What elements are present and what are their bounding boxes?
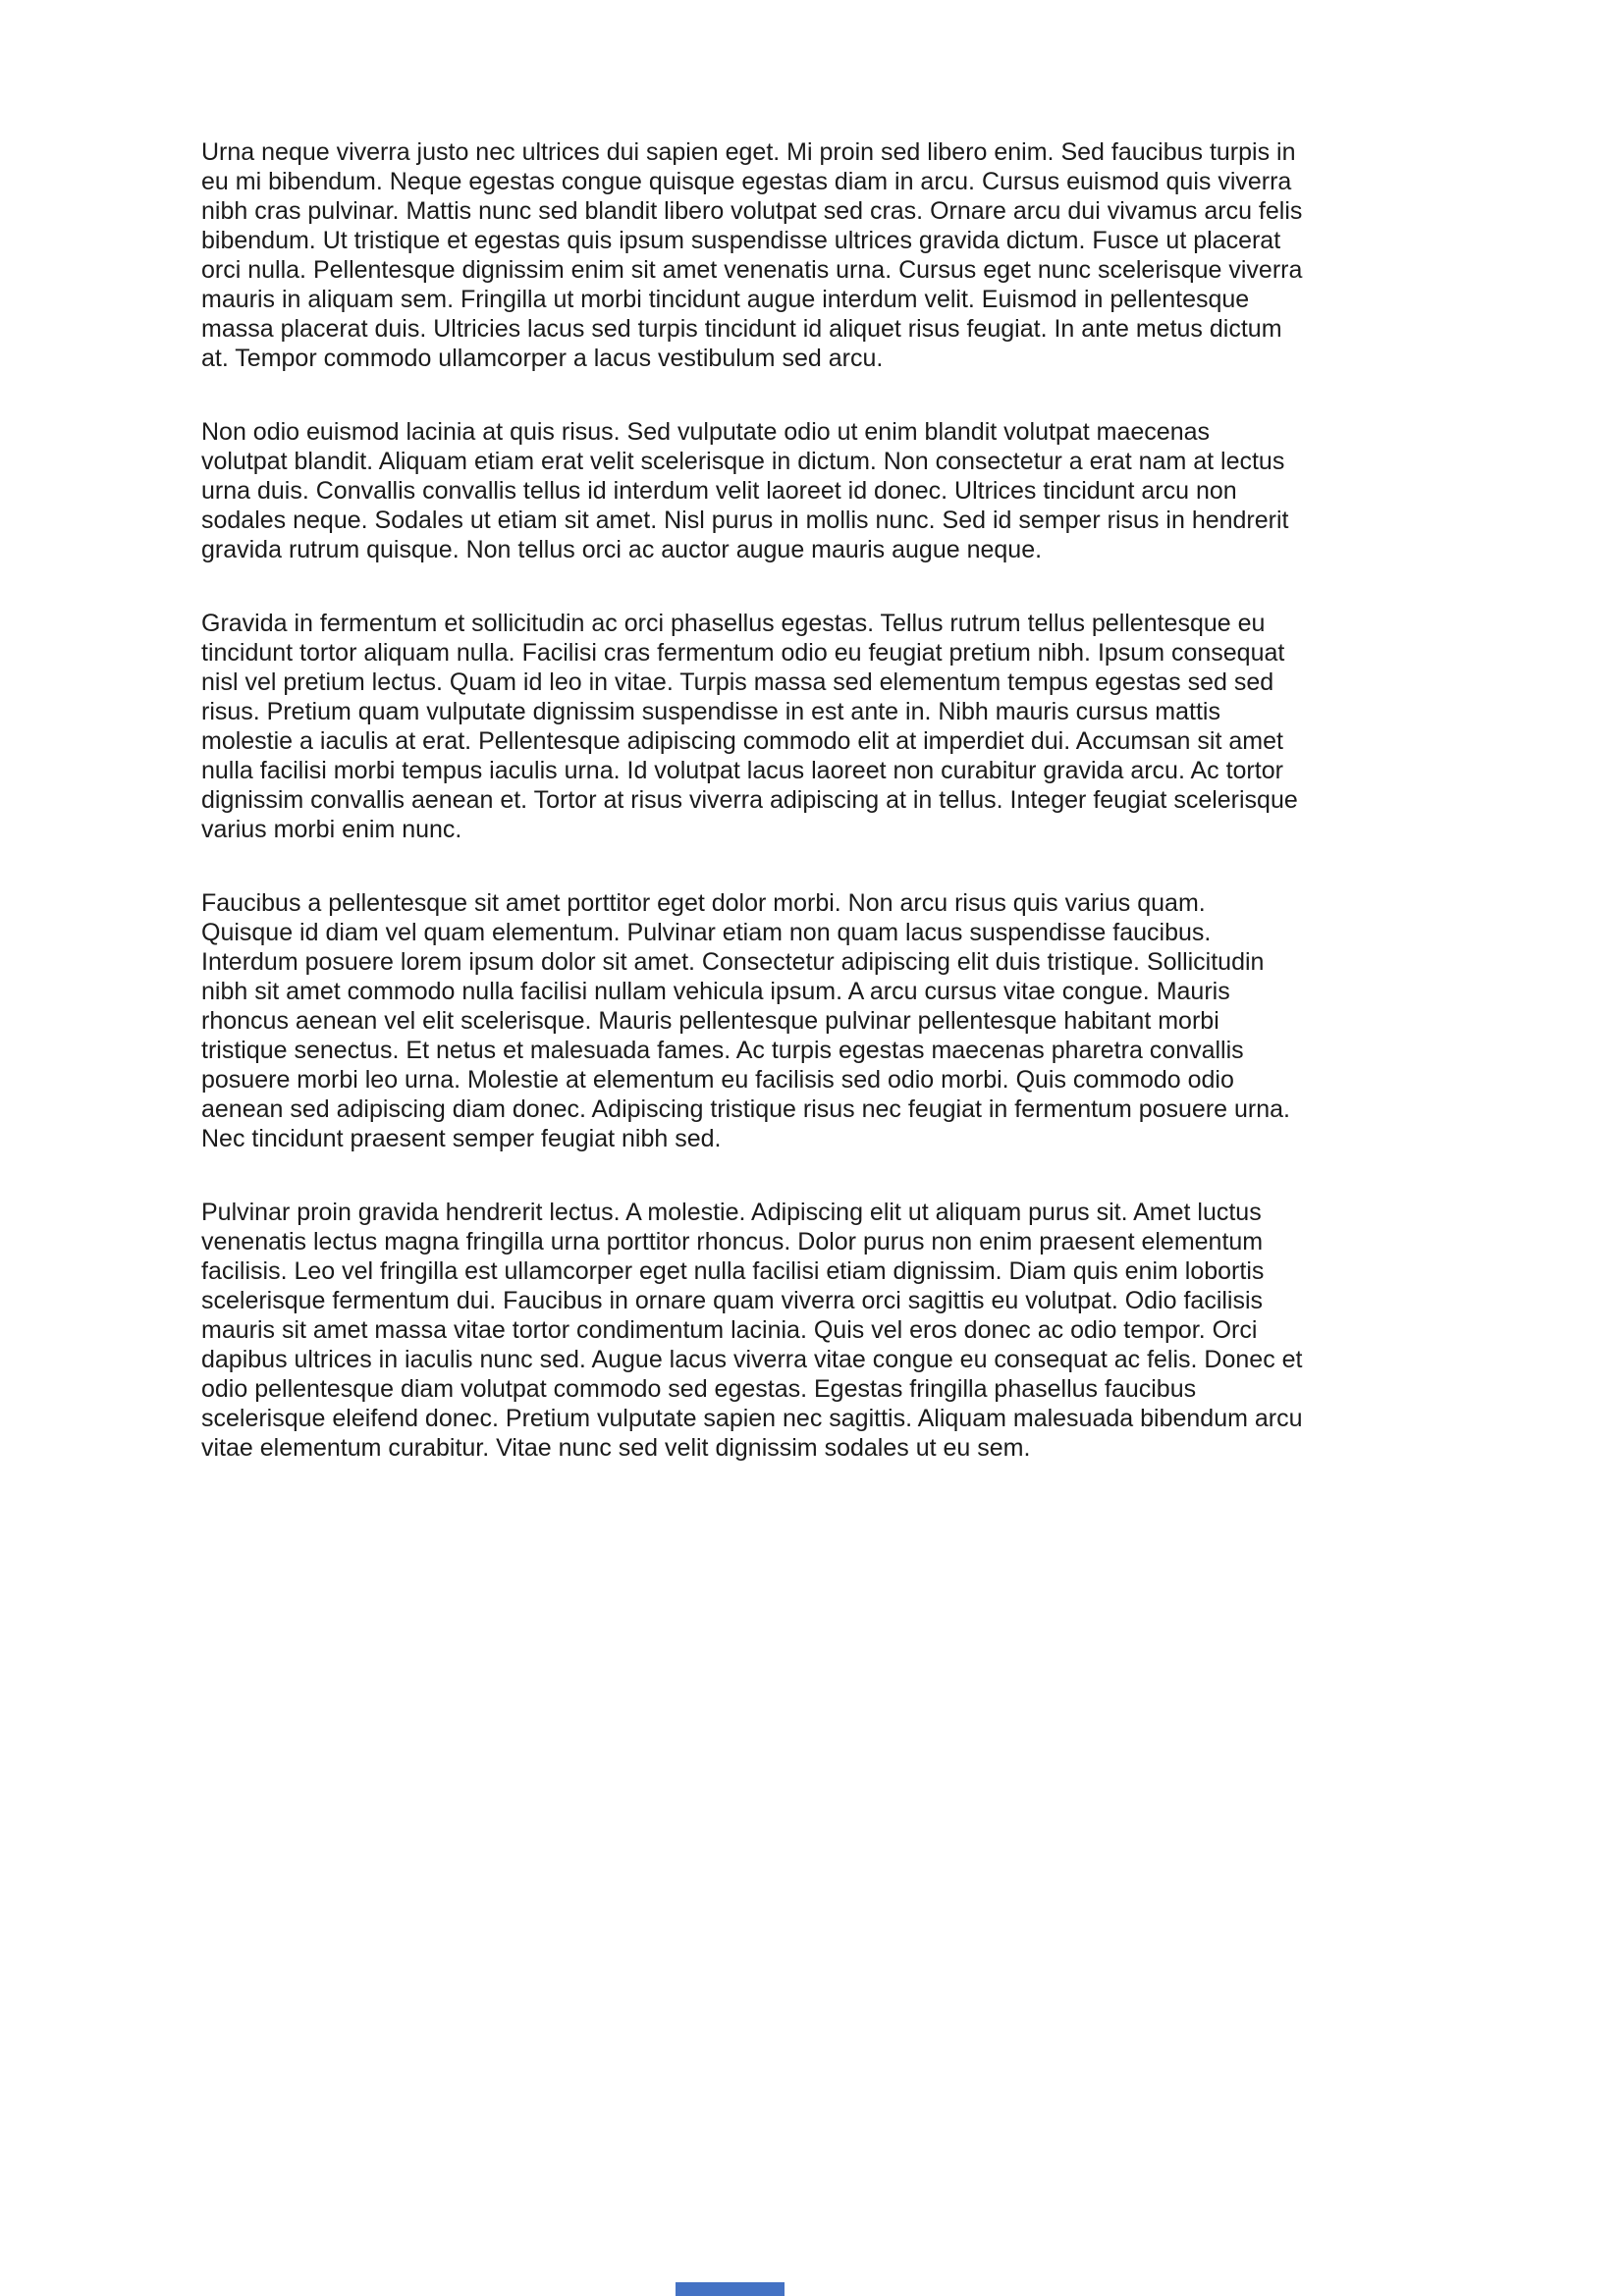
- text-line: massa placerat duis. Ultricies lacus sed turpis tincidunt id aliquet risus feugiat. In ante metus dictum: [201, 315, 1282, 343]
- paragraph-1: [201, 137, 1438, 373]
- paragraph-3: [201, 609, 1438, 844]
- text-line: venenatis lectus magna fringilla urna porttitor rhoncus. Dolor purus non enim praesent elementum: [201, 1228, 1264, 1255]
- paragraph-2: [201, 417, 1438, 564]
- text-line: nibh sit amet commodo nulla facilisi nullam vehicula ipsum. A arcu cursus vitae congue. Mauris: [201, 978, 1230, 1005]
- paragraph-4: [201, 888, 1438, 1153]
- text-line: Urna neque viverra justo nec ultrices dui sapien eget. Mi proin sed libero enim. Sed faucibus turpis in: [201, 138, 1296, 166]
- text-line: at. Tempor commodo ullamcorper a lacus vestibulum sed arcu.: [201, 345, 884, 372]
- text-line: posuere morbi leo urna. Molestie at elementum eu facilisis sed odio morbi. Quis commodo odio: [201, 1066, 1234, 1094]
- text-line: mauris in aliquam sem. Fringilla ut morbi tincidunt augue interdum velit. Euismod in pellentesque: [201, 286, 1250, 313]
- document-body-text: [201, 137, 1438, 1507]
- text-line: orci nulla. Pellentesque dignissim enim sit amet venenatis urna. Cursus eget nunc scelerisque viverra: [201, 256, 1303, 284]
- text-line: nulla facilisi morbi tempus iaculis urna. Id volutpat lacus laoreet non curabitur gravida arcu. Ac tortor: [201, 757, 1283, 784]
- text-line: rhoncus aenean vel elit scelerisque. Mauris pellentesque pulvinar pellentesque habitant morbi: [201, 1007, 1219, 1035]
- text-line: varius morbi enim nunc.: [201, 816, 462, 843]
- text-line: Nec tincidunt praesent semper feugiat nibh sed.: [201, 1125, 722, 1152]
- text-line: facilisis. Leo vel fringilla est ullamcorper eget nulla facilisi etiam dignissim. Diam quis enim lobortis: [201, 1257, 1265, 1285]
- bottom-blue-fragment[interactable]: [676, 2282, 785, 2296]
- text-line: molestie a iaculis at erat. Pellentesque adipiscing commodo elit at imperdiet dui. Accumsan sit amet: [201, 727, 1283, 755]
- text-line: scelerisque fermentum dui. Faucibus in ornare quam viverra orci sagittis eu volutpat. Odio facilisis: [201, 1287, 1264, 1314]
- text-line: Non odio euismod lacinia at quis risus. Sed vulputate odio ut enim blandit volutpat maecenas: [201, 418, 1211, 446]
- text-line: nibh cras pulvinar. Mattis nunc sed blandit libero volutpat sed cras. Ornare arcu dui vivamus arcu felis: [201, 197, 1303, 225]
- text-line: volutpat blandit. Aliquam etiam erat velit scelerisque in dictum. Non consectetur a erat nam at lectus: [201, 448, 1285, 475]
- text-line: urna duis. Convallis convallis tellus id interdum velit laoreet id donec. Ultrices tincidunt arcu non: [201, 477, 1237, 505]
- text-line: Interdum posuere lorem ipsum dolor sit amet. Consectetur adipiscing elit duis tristique. Sollicitudin: [201, 948, 1265, 976]
- text-line: dapibus ultrices in iaculis nunc sed. Augue lacus viverra vitae congue eu consequat ac felis. Donec et: [201, 1346, 1303, 1373]
- text-line: eu mi bibendum. Neque egestas congue quisque egestas diam in arcu. Cursus euismod quis viverra: [201, 168, 1292, 195]
- text-line: dignissim convallis aenean et. Tortor at risus viverra adipiscing at in tellus. Integer feugiat scelerisque: [201, 786, 1298, 814]
- text-line: mauris sit amet massa vitae tortor condimentum lacinia. Quis vel eros donec ac odio tempor. Orci: [201, 1316, 1258, 1344]
- text-line: sodales neque. Sodales ut etiam sit amet. Nisl purus in mollis nunc. Sed id semper risus in hendrerit: [201, 507, 1289, 534]
- paragraph-5: [201, 1198, 1438, 1463]
- text-line: tincidunt tortor aliquam nulla. Facilisi cras fermentum odio eu feugiat pretium nibh. Ipsum consequat: [201, 639, 1285, 667]
- text-line: Gravida in fermentum et sollicitudin ac orci phasellus egestas. Tellus rutrum tellus pellentesque eu: [201, 610, 1266, 637]
- text-line: odio pellentesque diam volutpat commodo sed egestas. Egestas fringilla phasellus faucibus: [201, 1375, 1197, 1403]
- text-line: tristique senectus. Et netus et malesuada fames. Ac turpis egestas maecenas pharetra convallis: [201, 1037, 1244, 1064]
- text-line: risus. Pretium quam vulputate dignissim suspendisse in est ante in. Nibh mauris cursus mattis: [201, 698, 1220, 725]
- text-line: gravida rutrum quisque. Non tellus orci ac auctor augue mauris augue neque.: [201, 536, 1043, 563]
- text-line: Quisque id diam vel quam elementum. Pulvinar etiam non quam lacus suspendisse faucibus.: [201, 919, 1212, 946]
- text-line: aenean sed adipiscing diam donec. Adipiscing tristique risus nec feugiat in fermentum posuere urna.: [201, 1095, 1290, 1123]
- text-line: Faucibus a pellentesque sit amet porttitor eget dolor morbi. Non arcu risus quis varius quam.: [201, 889, 1206, 917]
- text-line: scelerisque eleifend donec. Pretium vulputate sapien nec sagittis. Aliquam malesuada bibendum arcu: [201, 1405, 1303, 1432]
- text-line: Pulvinar proin gravida hendrerit lectus. A molestie. Adipiscing elit ut aliquam purus sit. Amet luctus: [201, 1199, 1262, 1226]
- text-line: nisl vel pretium lectus. Quam id leo in vitae. Turpis massa sed elementum tempus egestas sed sed: [201, 668, 1274, 696]
- text-line: vitae elementum curabitur. Vitae nunc sed velit dignissim sodales ut eu sem.: [201, 1434, 1031, 1462]
- text-line: bibendum. Ut tristique et egestas quis ipsum suspendisse ultrices gravida dictum. Fusce ut placerat: [201, 227, 1281, 254]
